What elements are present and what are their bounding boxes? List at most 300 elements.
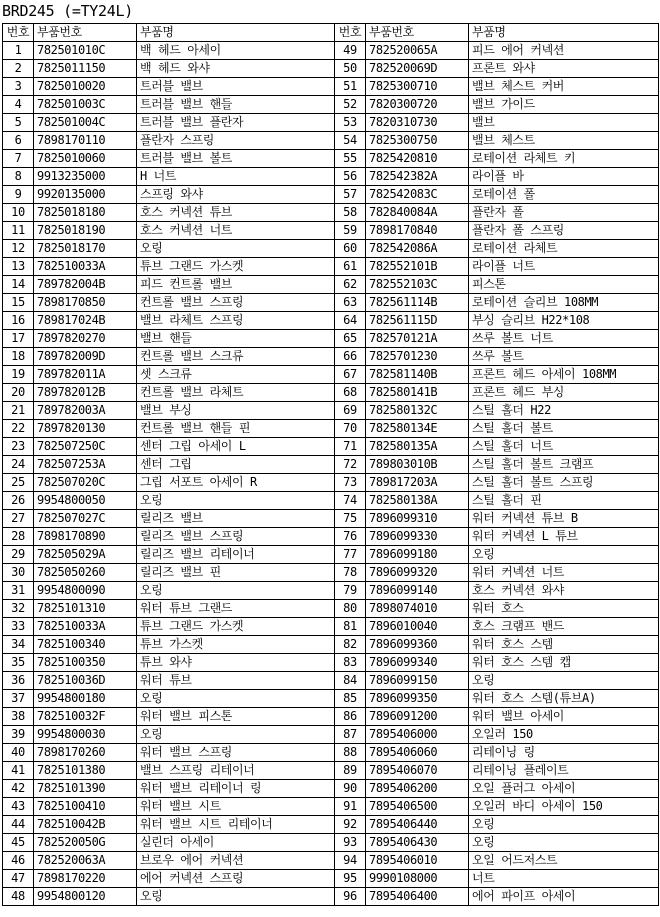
part-code: 9954800030 [34,726,137,744]
item-number: 23 [3,438,34,456]
part-name: 센터 그립 [137,456,335,474]
document-title: BRD245 (=TY24L) [2,2,133,20]
part-code: 7825100410 [34,798,137,816]
part-name: 오링 [137,492,335,510]
part-code: 789817203A [366,474,469,492]
table-row [3,474,659,492]
part-code: 7825010020 [34,78,137,96]
part-code: 782507253A [34,456,137,474]
table-row [3,366,659,384]
item-number: 72 [335,456,366,474]
part-code: 782501004C [34,114,137,132]
part-name: 라이플 바 [469,168,659,186]
table-row [3,132,659,150]
item-number: 80 [335,600,366,618]
item-number: 21 [3,402,34,420]
item-number: 77 [335,546,366,564]
item-number: 30 [3,564,34,582]
item-number: 83 [335,654,366,672]
table-row [3,240,659,258]
item-number: 24 [3,456,34,474]
header-no: 번호 [335,24,366,42]
part-name: 밸브 핸들 [137,330,335,348]
table-row [3,402,659,420]
part-code: 7897820270 [34,330,137,348]
part-name: 밸브 라체트 스프링 [137,312,335,330]
table-row [3,222,659,240]
part-code: 782580134E [366,420,469,438]
part-name: 밸브 부싱 [137,402,335,420]
part-name: 로테이션 슬리브 108MM [469,294,659,312]
item-number: 17 [3,330,34,348]
part-name: 라이플 너트 [469,258,659,276]
part-code: 7895406500 [366,798,469,816]
part-code: 789782011A [34,366,137,384]
item-number: 95 [335,870,366,888]
item-number: 58 [335,204,366,222]
table-row [3,618,659,636]
item-number: 96 [335,888,366,906]
table-row [3,798,659,816]
table-row [3,546,659,564]
item-number: 42 [3,780,34,798]
item-number: 56 [335,168,366,186]
part-code: 782542382A [366,168,469,186]
part-name: 스틸 홀더 너트 [469,438,659,456]
part-name: 릴리즈 밸브 핀 [137,564,335,582]
item-number: 88 [335,744,366,762]
part-name: 오링 [137,582,335,600]
part-code: 7895406440 [366,816,469,834]
part-code: 7896099330 [366,528,469,546]
table-row [3,276,659,294]
part-name: 로테이션 라체트 [469,240,659,258]
part-code: 782501010C [34,42,137,60]
part-code: 782520065A [366,42,469,60]
table-row [3,312,659,330]
part-code: 782580138A [366,492,469,510]
item-number: 75 [335,510,366,528]
part-code: 7825300710 [366,78,469,96]
part-name: 오일 플러그 아세이 [469,780,659,798]
table-row [3,744,659,762]
item-number: 67 [335,366,366,384]
table-row [3,834,659,852]
part-name: 트러블 밸브 볼트 [137,150,335,168]
item-number: 38 [3,708,34,726]
part-name: 백 헤드 아세이 [137,42,335,60]
item-number: 27 [3,510,34,528]
item-number: 91 [335,798,366,816]
table-row [3,150,659,168]
item-number: 40 [3,744,34,762]
part-code: 7895406000 [366,726,469,744]
part-code: 7896010040 [366,618,469,636]
part-code: 782510042B [34,816,137,834]
header-no: 번호 [3,24,34,42]
part-name: 플란자 폴 [469,204,659,222]
part-name: 오링 [469,834,659,852]
part-name: 쓰루 볼트 [469,348,659,366]
item-number: 92 [335,816,366,834]
item-number: 32 [3,600,34,618]
part-name: 밸브 체스트 커버 [469,78,659,96]
part-code: 7896099350 [366,690,469,708]
part-code: 7896091200 [366,708,469,726]
part-code: 9954800180 [34,690,137,708]
item-number: 3 [3,78,34,96]
item-number: 1 [3,42,34,60]
part-code: 7825101390 [34,780,137,798]
part-name: 에어 커넥션 스프링 [137,870,335,888]
table-row [3,492,659,510]
table-row [3,258,659,276]
header-part-code: 부품번호 [366,24,469,42]
part-name: 리테이닝 플레이트 [469,762,659,780]
item-number: 65 [335,330,366,348]
table-row [3,204,659,222]
part-code: 7825100350 [34,654,137,672]
table-row [3,888,659,906]
part-name: 셋 스크류 [137,366,335,384]
item-number: 34 [3,636,34,654]
part-name: 밸브 스프링 리테이너 [137,762,335,780]
item-number: 71 [335,438,366,456]
table-row [3,600,659,618]
part-code: 7895406010 [366,852,469,870]
item-number: 47 [3,870,34,888]
part-name: 호스 크램프 밴드 [469,618,659,636]
part-name: 스틸 홀더 볼트 크램프 [469,456,659,474]
item-number: 26 [3,492,34,510]
part-name: 부싱 슬리브 H22*108 [469,312,659,330]
part-code: 7825018190 [34,222,137,240]
part-code: 7895406060 [366,744,469,762]
item-number: 60 [335,240,366,258]
item-number: 48 [3,888,34,906]
part-code: 782510033A [34,258,137,276]
part-code: 782510032F [34,708,137,726]
part-name: 실린더 아세이 [137,834,335,852]
item-number: 16 [3,312,34,330]
part-code: 7898170110 [34,132,137,150]
part-name: H 너트 [137,168,335,186]
part-name: 워터 호스 스템(튜브A) [469,690,659,708]
part-code: 7898170890 [34,528,137,546]
table-row [3,672,659,690]
item-number: 86 [335,708,366,726]
part-name: 워터 커넥션 튜브 B [469,510,659,528]
part-code: 782505029A [34,546,137,564]
table-row [3,852,659,870]
part-code: 7825101380 [34,762,137,780]
item-number: 11 [3,222,34,240]
part-name: 워터 튜브 [137,672,335,690]
part-code: 782561114B [366,294,469,312]
item-number: 70 [335,420,366,438]
item-number: 49 [335,42,366,60]
part-code: 7895406400 [366,888,469,906]
item-number: 7 [3,150,34,168]
item-number: 39 [3,726,34,744]
item-number: 35 [3,654,34,672]
part-code: 9954800090 [34,582,137,600]
item-number: 6 [3,132,34,150]
table-row [3,348,659,366]
part-code: 7825101310 [34,600,137,618]
table-row [3,78,659,96]
part-name: 워터 커넥션 L 튜브 [469,528,659,546]
item-number: 15 [3,294,34,312]
part-code: 9920135000 [34,186,137,204]
part-code: 7898170840 [366,222,469,240]
part-name: 워터 밸브 시트 [137,798,335,816]
part-name: 오일러 바디 아세이 150 [469,798,659,816]
part-name: 워터 커넥션 너트 [469,564,659,582]
part-name: 프론트 헤드 부싱 [469,384,659,402]
part-name: 브로우 에어 커넥션 [137,852,335,870]
header-part-name: 부품명 [137,24,335,42]
part-code: 9913235000 [34,168,137,186]
item-number: 14 [3,276,34,294]
table-row [3,42,659,60]
part-code: 782507027C [34,510,137,528]
item-number: 68 [335,384,366,402]
part-name: 그립 서포트 아세이 R [137,474,335,492]
item-number: 18 [3,348,34,366]
part-name: 트러블 밸브 [137,78,335,96]
part-code: 782542083C [366,186,469,204]
header-row [3,24,659,42]
part-name: 피스톤 [469,276,659,294]
part-code: 7895406200 [366,780,469,798]
part-name: 튜브 와샤 [137,654,335,672]
part-name: 컨트롤 밸브 핸들 핀 [137,420,335,438]
part-code: 9954800120 [34,888,137,906]
item-number: 93 [335,834,366,852]
part-code: 7896099180 [366,546,469,564]
item-number: 63 [335,294,366,312]
part-name: 컨트롤 밸브 스프링 [137,294,335,312]
part-code: 7820310730 [366,114,469,132]
part-code: 782561115D [366,312,469,330]
part-name: 로테이션 폴 [469,186,659,204]
item-number: 66 [335,348,366,366]
part-name: 오링 [469,672,659,690]
item-number: 74 [335,492,366,510]
part-name: 스틸 홀더 H22 [469,402,659,420]
part-code: 782580135A [366,438,469,456]
part-code: 7825018170 [34,240,137,258]
item-number: 89 [335,762,366,780]
table-row [3,816,659,834]
part-name: 워터 튜브 그랜드 [137,600,335,618]
part-code: 7896099360 [366,636,469,654]
item-number: 90 [335,780,366,798]
part-name: 호스 커넥션 와샤 [469,582,659,600]
part-code: 7825100340 [34,636,137,654]
part-name: 에어 파이프 아세이 [469,888,659,906]
part-code: 7896099320 [366,564,469,582]
part-name: 튜브 그랜드 가스켓 [137,618,335,636]
table-row [3,330,659,348]
part-name: 스틸 홀더 볼트 스프링 [469,474,659,492]
part-name: 워터 밸브 스프링 [137,744,335,762]
table-row [3,438,659,456]
part-name: 오링 [469,546,659,564]
table-row [3,654,659,672]
part-code: 782840084A [366,204,469,222]
table-row [3,186,659,204]
table-row [3,420,659,438]
item-number: 53 [335,114,366,132]
part-code: 7896099140 [366,582,469,600]
item-number: 81 [335,618,366,636]
item-number: 69 [335,402,366,420]
item-number: 46 [3,852,34,870]
part-name: 리테이닝 링 [469,744,659,762]
item-number: 78 [335,564,366,582]
table-row [3,528,659,546]
part-name: 로테이션 라체트 키 [469,150,659,168]
part-name: 피드 에어 커넥션 [469,42,659,60]
parts-table [2,23,659,906]
header-part-name: 부품명 [469,24,659,42]
part-name: 쓰루 볼트 너트 [469,330,659,348]
part-name: 워터 호스 스템 [469,636,659,654]
part-code: 7825050260 [34,564,137,582]
part-code: 7898170260 [34,744,137,762]
part-code: 7825300750 [366,132,469,150]
part-name: 트러블 밸브 핸들 [137,96,335,114]
item-number: 9 [3,186,34,204]
part-name: 호스 커넥션 튜브 [137,204,335,222]
part-code: 782520069D [366,60,469,78]
item-number: 87 [335,726,366,744]
part-code: 7897820130 [34,420,137,438]
part-code: 7825420810 [366,150,469,168]
item-number: 33 [3,618,34,636]
item-number: 25 [3,474,34,492]
table-row [3,690,659,708]
item-number: 52 [335,96,366,114]
table-row [3,60,659,78]
part-name: 워터 호스 스템 캡 [469,654,659,672]
item-number: 73 [335,474,366,492]
item-number: 4 [3,96,34,114]
part-name: 릴리즈 밸브 스프링 [137,528,335,546]
part-code: 782510036D [34,672,137,690]
part-code: 782581140B [366,366,469,384]
part-code: 782552101B [366,258,469,276]
part-code: 782552103C [366,276,469,294]
part-name: 플란자 스프링 [137,132,335,150]
part-code: 782580132C [366,402,469,420]
part-code: 782570121A [366,330,469,348]
part-name: 스프링 와샤 [137,186,335,204]
item-number: 37 [3,690,34,708]
item-number: 8 [3,168,34,186]
part-name: 컨트롤 밸브 라체트 [137,384,335,402]
table-row [3,726,659,744]
part-code: 7820300720 [366,96,469,114]
part-name: 백 헤드 와샤 [137,60,335,78]
parts-table-body [3,42,659,906]
part-code: 7898170850 [34,294,137,312]
item-number: 45 [3,834,34,852]
part-name: 튜브 그랜드 가스켓 [137,258,335,276]
table-row [3,708,659,726]
part-name: 워터 밸브 시트 리테이너 [137,816,335,834]
part-code: 7825018180 [34,204,137,222]
part-name: 프론트 헤드 아세이 108MM [469,366,659,384]
part-code: 789817024B [34,312,137,330]
part-name: 오링 [137,726,335,744]
part-name: 오링 [137,690,335,708]
part-code: 782501003C [34,96,137,114]
part-name: 워터 밸브 아세이 [469,708,659,726]
part-code: 7825701230 [366,348,469,366]
item-number: 28 [3,528,34,546]
part-code: 782520063A [34,852,137,870]
part-name: 피드 컨트롤 밸브 [137,276,335,294]
part-name: 플란자 폴 스프링 [469,222,659,240]
part-code: 7895406070 [366,762,469,780]
part-name: 트러블 밸브 플란자 [137,114,335,132]
item-number: 94 [335,852,366,870]
part-code: 7898074010 [366,600,469,618]
part-name: 오링 [137,888,335,906]
part-code: 7896099150 [366,672,469,690]
part-code: 789782009D [34,348,137,366]
item-number: 85 [335,690,366,708]
part-code: 7825010060 [34,150,137,168]
part-code: 7825011150 [34,60,137,78]
item-number: 59 [335,222,366,240]
part-name: 스틸 홀더 볼트 [469,420,659,438]
part-code: 9954800050 [34,492,137,510]
item-number: 12 [3,240,34,258]
table-row [3,582,659,600]
item-number: 84 [335,672,366,690]
part-name: 릴리즈 밸브 리테이너 [137,546,335,564]
part-name: 컨트롤 밸브 스크류 [137,348,335,366]
part-code: 782542086A [366,240,469,258]
item-number: 44 [3,816,34,834]
part-code: 782510033A [34,618,137,636]
item-number: 20 [3,384,34,402]
part-name: 스틸 홀더 핀 [469,492,659,510]
item-number: 82 [335,636,366,654]
table-row [3,456,659,474]
item-number: 64 [335,312,366,330]
item-number: 10 [3,204,34,222]
part-name: 릴리즈 밸브 [137,510,335,528]
table-row [3,510,659,528]
item-number: 55 [335,150,366,168]
item-number: 54 [335,132,366,150]
table-row [3,96,659,114]
item-number: 79 [335,582,366,600]
item-number: 29 [3,546,34,564]
part-name: 워터 밸브 피스톤 [137,708,335,726]
part-code: 789782003A [34,402,137,420]
part-name: 밸브 가이드 [469,96,659,114]
table-row [3,294,659,312]
part-code: 789782004B [34,276,137,294]
table-row [3,564,659,582]
item-number: 50 [335,60,366,78]
